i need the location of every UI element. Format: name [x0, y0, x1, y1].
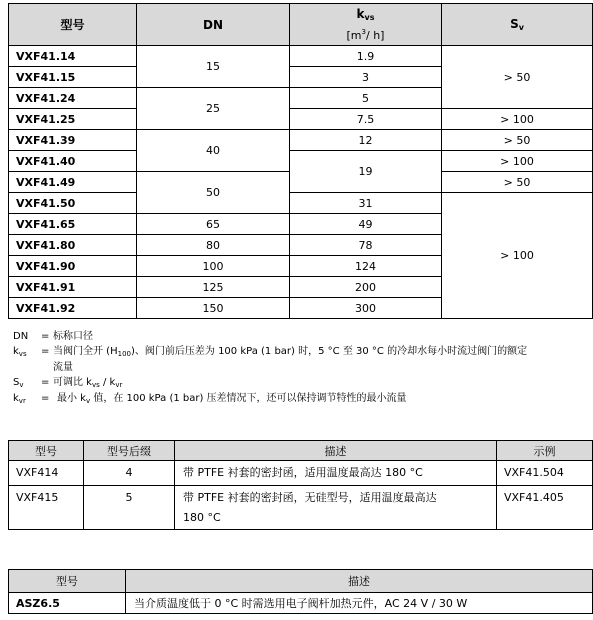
sv-cell: > 50	[442, 130, 593, 151]
kvs-cell: 124	[290, 256, 442, 277]
model-cell: VXF41.92	[9, 298, 137, 319]
table-row	[9, 593, 593, 614]
table-row	[9, 151, 593, 172]
valve-spec-table	[8, 3, 593, 319]
model-cell: VXF41.14	[9, 46, 137, 67]
model-cell: VXF41.25	[9, 109, 137, 130]
sv-cell: > 50	[442, 172, 593, 193]
dn-cell: 125	[137, 277, 290, 298]
model-cell: ASZ6.5	[9, 593, 126, 614]
options-table	[8, 440, 593, 530]
table-header-row	[9, 441, 593, 461]
kvs-cell: 7.5	[290, 109, 442, 130]
example-cell: VXF41.504	[497, 461, 593, 486]
model-cell: VXF41.80	[9, 235, 137, 256]
dn-cell: 80	[137, 235, 290, 256]
sv-cell: > 100	[442, 151, 593, 172]
accessory-table	[8, 569, 593, 614]
header-example: 示例	[497, 441, 593, 461]
header-sv: Sv	[442, 4, 593, 46]
kvs-cell: 78	[290, 235, 442, 256]
dn-cell: 40	[137, 130, 290, 172]
table-row	[9, 193, 593, 214]
model-cell: VXF41.15	[9, 67, 137, 88]
dn-cell: 150	[137, 298, 290, 319]
example-cell: VXF41.405	[497, 486, 593, 530]
header-description: 描述	[175, 441, 497, 461]
kvs-cell: 3	[290, 67, 442, 88]
kvs-cell: 31	[290, 193, 442, 214]
header-kvs: $k_{vs}$ [$m^3/$ h]	[290, 4, 442, 46]
dn-cell: 100	[137, 256, 290, 277]
kvs-cell: 1.9	[290, 46, 442, 67]
sv-cell: > 50	[442, 46, 593, 109]
header-suffix: 型号后缀	[84, 441, 175, 461]
table-header-row	[9, 570, 593, 593]
kvs-cell: 5	[290, 88, 442, 109]
suffix-cell: 4	[84, 461, 175, 486]
description-cell: 当介质温度低于 0 °C 时需选用电子阀杆加热元件，AC 24 V / 30 W	[126, 593, 593, 614]
suffix-cell: 5	[84, 486, 175, 530]
dn-cell: 25	[137, 88, 290, 130]
kvs-cell: 49	[290, 214, 442, 235]
table-header-row	[9, 4, 593, 46]
table-row	[9, 46, 593, 67]
model-cell: VXF414	[9, 461, 84, 486]
header-model: 型号	[9, 570, 126, 593]
kvs-cell: 12	[290, 130, 442, 151]
model-cell: VXF41.49	[9, 172, 137, 193]
kvs-cell: 300	[290, 298, 442, 319]
legend-dn: DN = 标称口径	[13, 331, 93, 342]
dn-cell: 50	[137, 172, 290, 214]
legend-kvr: $k_{vr}$ = 最小 $k_v$ 值，在 100 kPa (1 bar) 压差情况下，还可以保持调节特性的最小流量	[13, 393, 407, 405]
description-cell: 带 PTFE 衬套的密封函，适用温度最高达 180 °C	[175, 461, 497, 486]
model-cell: VXF41.65	[9, 214, 137, 235]
model-cell: VXF415	[9, 486, 84, 530]
legend-sv: $S_v$ = 可调比 $k_{vs} / k_{vr}$	[13, 377, 123, 389]
description-cell: 带 PTFE 衬套的密封函，无硅型号，适用温度最高达 180 °C	[175, 486, 497, 530]
model-cell: VXF41.90	[9, 256, 137, 277]
kvs-cell: 19	[290, 151, 442, 193]
header-model: 型号	[9, 4, 137, 46]
kvs-cell: 200	[290, 277, 442, 298]
model-cell: VXF41.24	[9, 88, 137, 109]
sv-cell: > 100	[442, 109, 593, 130]
dn-cell: 65	[137, 214, 290, 235]
table-row	[9, 461, 593, 486]
dn-cell: 15	[137, 46, 290, 88]
model-cell: VXF41.40	[9, 151, 137, 172]
header-dn: DN	[137, 4, 290, 46]
model-cell: VXF41.50	[9, 193, 137, 214]
model-cell: VXF41.39	[9, 130, 137, 151]
legend-kvs: $k_{vs}$ = 当阀门全开 $(H_{100})$、阀门前后压差为 100 kPa (1 bar) 时，5 °C 至 30 °C 的冷却水每小时流过阀门的额定 流量	[13, 346, 528, 373]
table-row	[9, 109, 593, 130]
header-description: 描述	[126, 570, 593, 593]
model-cell: VXF41.91	[9, 277, 137, 298]
header-model: 型号	[9, 441, 84, 461]
table-row	[9, 130, 593, 151]
sv-cell: > 100	[442, 193, 593, 319]
table-row	[9, 486, 593, 530]
